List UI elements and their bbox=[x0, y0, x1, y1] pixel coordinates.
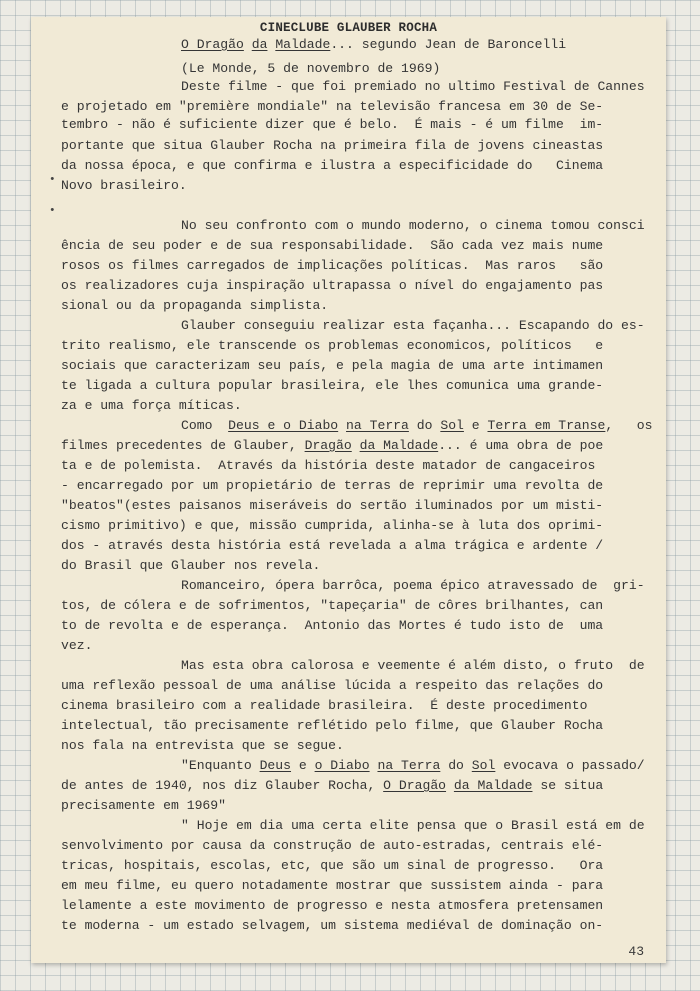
text-run: precisamente em 1969" bbox=[61, 798, 227, 813]
text-run: cinema brasileiro com a realidade brasileira. É deste procedimento bbox=[61, 698, 588, 713]
text-run: do bbox=[408, 418, 441, 433]
text-run: sional ou da propaganda simplista. bbox=[61, 298, 329, 313]
text-run: senvolvimento por causa da construção de auto-estradas, centrais elé- bbox=[61, 838, 604, 853]
underlined-title: O Dragão bbox=[181, 37, 244, 52]
text-line bbox=[181, 60, 440, 78]
text-run: Novo brasileiro. bbox=[61, 178, 187, 193]
text-line bbox=[61, 116, 603, 134]
text-run: do bbox=[440, 758, 472, 773]
underlined-title: Dragão bbox=[304, 438, 352, 453]
text-line bbox=[61, 497, 603, 515]
text-run: vez. bbox=[61, 638, 93, 653]
text-line bbox=[61, 677, 603, 695]
text-line bbox=[61, 137, 603, 155]
text-run: tembro - não é suficiente dizer que é belo. É mais - é um filme im- bbox=[61, 117, 604, 132]
underlined-title: da Maldade bbox=[453, 778, 533, 793]
text-run: Deste filme - que foi premiado no ultimo Festival de Cannes bbox=[181, 79, 645, 94]
margin-dot: • bbox=[49, 174, 56, 186]
text-line bbox=[181, 657, 645, 675]
text-run: da nossa época, e que confirma e ilustra a especificidade do Cinema bbox=[61, 158, 604, 173]
text-run: "Enquanto bbox=[181, 758, 260, 773]
text-line bbox=[61, 297, 328, 315]
text-run: ... é uma obra de poe bbox=[438, 438, 604, 453]
text-line bbox=[61, 237, 603, 255]
text-line bbox=[181, 36, 566, 54]
text-line bbox=[61, 397, 242, 415]
text-line bbox=[61, 777, 603, 795]
text-line bbox=[61, 437, 603, 455]
text-run: portante que situa Glauber Rocha na primeira fila de jovens cineastas bbox=[61, 138, 604, 153]
margin-dot: • bbox=[49, 205, 56, 217]
text-run: ... segundo Jean de Baroncelli bbox=[330, 37, 567, 52]
text-line bbox=[61, 837, 603, 855]
text-run bbox=[338, 418, 346, 433]
text-line bbox=[61, 457, 595, 475]
text-run: tricas, hospitais, escolas, etc, que são um sinal de progresso. Ora bbox=[61, 858, 604, 873]
text-line bbox=[61, 637, 92, 655]
text-run: Romanceiro, ópera barrôca, poema épico atravessado de gri- bbox=[181, 578, 645, 593]
text-run: do Brasil que Glauber nos revela. bbox=[61, 558, 321, 573]
text-line bbox=[181, 577, 645, 595]
text-line bbox=[61, 157, 603, 175]
underlined-title: da bbox=[251, 37, 268, 52]
text-run: se situa bbox=[532, 778, 604, 793]
text-line bbox=[61, 98, 603, 116]
text-line bbox=[61, 617, 603, 635]
underlined-title: Sol bbox=[471, 758, 496, 773]
text-line bbox=[61, 177, 187, 195]
text-line bbox=[181, 317, 645, 335]
text-run: cismo primitivo) e que, missão cumprida, alinha-se à luta dos oprimi- bbox=[61, 518, 604, 533]
text-run: (Le Monde, 5 de novembro de 1969) bbox=[181, 61, 441, 76]
text-line bbox=[61, 277, 603, 295]
text-run: ência de seu poder e de sua responsabilidade. São cada vez mais nume bbox=[61, 238, 604, 253]
text-run: te ligada a cultura popular brasileira, ele lhes comunica uma grande- bbox=[61, 378, 604, 393]
text-run: " Hoje em dia uma certa elite pensa que o Brasil está em de bbox=[181, 818, 645, 833]
text-line bbox=[61, 517, 603, 535]
text-line bbox=[61, 897, 603, 915]
text-run bbox=[244, 37, 252, 52]
text-line bbox=[61, 477, 603, 495]
text-run: filmes precedentes de Glauber, bbox=[61, 438, 305, 453]
text-run bbox=[446, 778, 454, 793]
underlined-title: da Maldade bbox=[359, 438, 439, 453]
text-run: Mas esta obra calorosa e veemente é além disto, o fruto de bbox=[181, 658, 645, 673]
text-run: os realizadores cuja inspiração ultrapassa o nível do engajamento pas bbox=[61, 278, 604, 293]
page-header: CINECLUBE GLAUBER ROCHA bbox=[259, 21, 438, 35]
text-line bbox=[181, 417, 653, 435]
text-line bbox=[61, 597, 603, 615]
text-run: intelectual, tão precisamente reflétido pelo filme, que Glauber Rocha bbox=[61, 718, 604, 733]
underlined-title: O Dragão bbox=[383, 778, 447, 793]
text-run: ta e de polemista. Através da história deste matador de cangaceiros bbox=[61, 458, 596, 473]
underlined-title: na Terra bbox=[346, 418, 409, 433]
text-line bbox=[61, 377, 603, 395]
text-run: uma reflexão pessoal de uma análise lúcida a respeito das relações do bbox=[61, 678, 604, 693]
underlined-title: Deus e o Diabo bbox=[228, 418, 339, 433]
page-number: 43 bbox=[628, 944, 644, 959]
text-run: to de revolta e de esperança. Antonio das Mortes é tudo isto de uma bbox=[61, 618, 604, 633]
text-run: tos, de cólera e de sofrimentos, "tapeçaria" de côres brilhantes, can bbox=[61, 598, 604, 613]
text-run: lelamente a este movimento de progresso e nesta atmosfera pretensamen bbox=[61, 898, 604, 913]
text-run: nos fala na entrevista que se segue. bbox=[61, 738, 344, 753]
underlined-title: o Diabo bbox=[314, 758, 370, 773]
text-run: e bbox=[291, 758, 315, 773]
text-line bbox=[61, 917, 603, 935]
text-line bbox=[61, 537, 603, 555]
text-run: e bbox=[463, 418, 488, 433]
underlined-title: Sol bbox=[440, 418, 464, 433]
text-line bbox=[61, 357, 603, 375]
text-run: trito realismo, ele transcende os problemas economicos, políticos e bbox=[61, 338, 604, 353]
text-line bbox=[61, 797, 226, 815]
text-run: No seu confronto com o mundo moderno, o cinema tomou consci bbox=[181, 218, 645, 233]
text-run: rosos os filmes carregados de implicações políticas. Mas raros são bbox=[61, 258, 604, 273]
text-line bbox=[181, 817, 645, 835]
text-line bbox=[61, 697, 587, 715]
text-line bbox=[61, 737, 344, 755]
underlined-title: Deus bbox=[259, 758, 292, 773]
text-line bbox=[181, 757, 645, 775]
text-run: dos - através desta história está revelada a alma trágica e ardente / bbox=[61, 538, 604, 553]
text-line bbox=[61, 717, 603, 735]
text-run: Glauber conseguiu realizar esta façanha... Escapando do es- bbox=[181, 318, 645, 333]
text-run: za e uma força míticas. bbox=[61, 398, 242, 413]
text-run: te moderna - um estado selvagem, um sistema mediéval de dominação on- bbox=[61, 918, 604, 933]
document-page bbox=[31, 17, 666, 963]
text-run: Como bbox=[181, 418, 229, 433]
text-run: sociais que caracterizam seu país, e pela magia de uma arte intimamen bbox=[61, 358, 604, 373]
underlined-title: Terra em Transe bbox=[487, 418, 606, 433]
text-run: em meu filme, eu quero notadamente mostrar que sussistem ainda - para bbox=[61, 878, 604, 893]
text-line bbox=[181, 78, 645, 96]
text-run: de antes de 1940, nos diz Glauber Rocha, bbox=[61, 778, 384, 793]
text-line bbox=[61, 337, 603, 355]
underlined-title: na Terra bbox=[377, 758, 441, 773]
text-line bbox=[61, 877, 603, 895]
text-run bbox=[352, 438, 360, 453]
text-line bbox=[61, 557, 320, 575]
text-run: - encarregado por um propietário de terras de reprimir uma revolta de bbox=[61, 478, 604, 493]
text-run: e projetado em "première mondiale" na televisão francesa em 30 de Se- bbox=[61, 99, 604, 114]
underlined-title: Maldade bbox=[275, 37, 331, 52]
text-run: "beatos"(estes paisanos miseráveis do sertão iluminados por um misti- bbox=[61, 498, 604, 513]
text-line bbox=[61, 257, 603, 275]
text-run: , os bbox=[605, 418, 653, 433]
text-line bbox=[61, 857, 603, 875]
text-run: evocava o passado/ bbox=[495, 758, 645, 773]
text-line bbox=[181, 217, 645, 235]
